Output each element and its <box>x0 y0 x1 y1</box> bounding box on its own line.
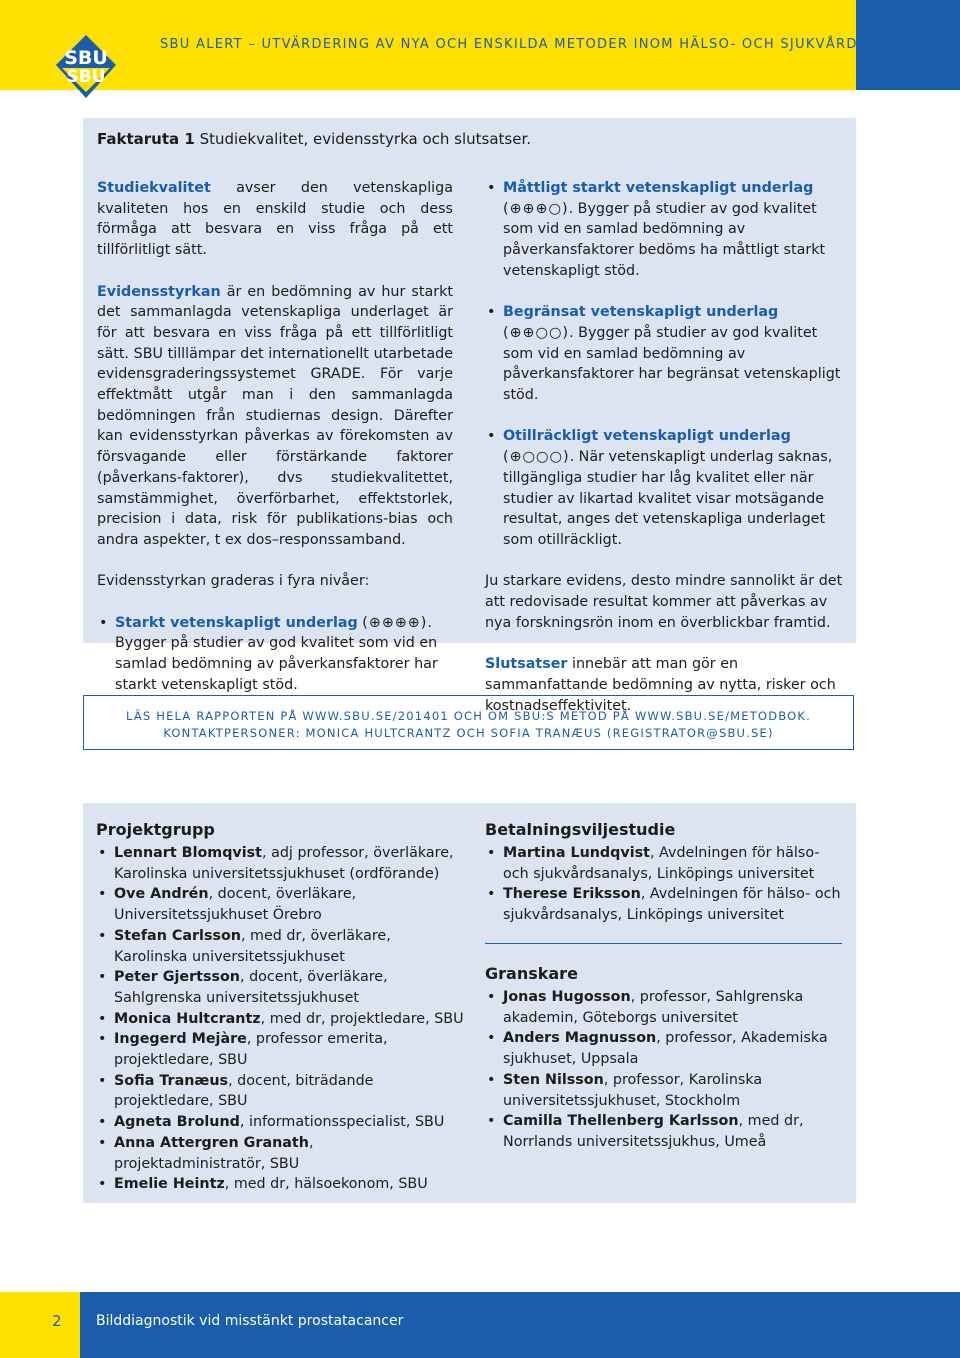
list-item: • Anna Attergren Granath, projektadministratör, SBU <box>96 1133 466 1174</box>
list-item: • Sofia Tranæus, docent, biträdande projektledare, SBU <box>96 1071 466 1112</box>
list-item: • Peter Gjertsson, docent, överläkare, Sahlgrenska universitetssjukhuset <box>96 967 466 1008</box>
level-item: • Begränsat vetenskapligt underlag (⊕⊕○○). Bygger på studier av god kvalitet som vid en samlad bedömning av påverkansfaktorer har begränsat vetenskapligt stöd. <box>485 302 843 406</box>
faktaruta-title <box>97 130 531 148</box>
list-item: • Stefan Carlsson, med dr, överläkare, Karolinska universitetssjukhuset <box>96 926 466 967</box>
list-item: • Lennart Blomqvist, adj professor, överläkare, Karolinska universitetssjukhuset (ordförande) <box>96 843 466 884</box>
page-number: 2 <box>52 1312 62 1330</box>
list-item: • Monica Hultcrantz, med dr, projektledare, SBU <box>96 1009 466 1030</box>
level-item: • Otillräckligt vetenskapligt underlag (⊕○○○). När vetenskapligt underlag saknas, tillgängliga studier har låg kvalitet eller när studier av likartad kvalitet visar motsägande resultat, anges det vetenskapliga underlaget som otillräckligt. <box>485 426 843 550</box>
granskare-list <box>485 987 845 1153</box>
footer-title: Bilddiagnostik vid misstänkt prostatacancer <box>96 1313 404 1329</box>
betalningsvilja-column <box>485 819 845 926</box>
projektgrupp-list <box>96 843 466 1195</box>
betalningsvilja-heading: Betalningsviljestudie <box>485 820 676 839</box>
evidensstyrka-term: Evidensstyrkan <box>97 283 221 300</box>
reference-line-2[interactable]: KONTAKTPERSONER: MONICA HULTCRANTZ OCH SOFIA TRANÆUS (REGISTRATOR@SBU.SE) <box>163 726 774 740</box>
granskare-heading: Granskare <box>485 964 578 983</box>
list-item: • Emelie Heintz, med dr, hälsoekonom, SBU <box>96 1174 466 1195</box>
reference-line-1[interactable]: LÄS HELA RAPPORTEN PÅ WWW.SBU.SE/201401 OCH OM SBU:S METOD PÅ WWW.SBU.SE/METODBOK. <box>125 709 812 723</box>
list-item: • Ove Andrén, docent, överläkare, Universitetssjukhuset Örebro <box>96 884 466 925</box>
evidensstyrka-text: är en bedömning av hur starkt det sammanlagda vetenskapliga underlaget är för att besvara en viss fråga på ett tillförlitligt sätt. SBU tilllämpar det internationellt utarbetade evidensgraderingssystemet GRADE. För varje effektmått utgår man i den sammanlagda bedömningen från studiernas design. Därefter kan evidensstyrkan påverkas av förekomsten av försvagande eller förstärkande faktorer (påverkans-faktorer), dvs studiekvalitettet, samstämmighet, överförbarhet, effektstorlek, precision i data, risk för publikations-bias och andra aspekter, t ex dos–responssamband. <box>97 283 453 548</box>
studiekvalitet-term: Studiekvalitet <box>97 180 211 196</box>
evidensstyrka-paragraph <box>97 282 453 551</box>
slutsatser-text: innebär att man gör en sammanfattande bedömning av nytta, risker och kostnadseffektivitet. <box>485 656 836 714</box>
slutsatser-term: Slutsatser <box>485 656 568 673</box>
reference-box <box>83 695 854 750</box>
levels-list-right <box>485 178 843 551</box>
svg-text:SBU: SBU <box>66 67 106 87</box>
header-title: SBU ALERT – UTVÄRDERING AV NYA OCH ENSKILDA METODER INOM HÄLSO- OCH SJUKVÅRDEN <box>160 37 879 52</box>
studiekvalitet-text: avser den vetenskapliga kvaliteten hos en enskild studie och dess förmåga att besvara en viss fråga på ett tillförlitligt sätt. <box>97 180 453 259</box>
projektgrupp-column <box>96 819 466 1195</box>
studiekvalitet-paragraph <box>97 178 453 261</box>
faktaruta-title-label: Faktaruta 1 <box>97 130 195 148</box>
list-item: • Jonas Hugosson, professor, Sahlgrenska akademin, Göteborgs universitet <box>485 987 845 1028</box>
starkare-paragraph: Ju starkare evidens, desto mindre sannolikt är det att redovisade resultat kommer att påverkas av nya forskningsrön inom en överblickbar framtid. <box>485 573 843 631</box>
list-item: • Therese Eriksson, Avdelningen för hälso- och sjukvårdsanalys, Linköpings universitet <box>485 884 845 925</box>
level-item: • Starkt vetenskapligt underlag (⊕⊕⊕⊕). Bygger på studier av god kvalitet som vid en samlad bedömning av påverkansfaktorer har starkt vetenskapligt stöd. <box>97 613 453 696</box>
list-item: • Camilla Thellenberg Karlsson, med dr, Norrlands universitetssjukhus, Umeå <box>485 1111 845 1152</box>
levels-list-left <box>97 613 453 696</box>
list-item: • Anders Magnusson, professor, Akademiska sjukhuset, Uppsala <box>485 1028 845 1069</box>
granskare-column <box>485 963 845 1153</box>
faktaruta-left-column <box>97 178 453 696</box>
level-item: • Måttligt starkt vetenskapligt underlag (⊕⊕⊕○). Bygger på studier av god kvalitet som vid en samlad bedömning av påverkansfaktorer bedöms ha måttligt starkt vetenskapligt stöd. <box>485 178 843 282</box>
faktaruta-right-column <box>485 178 843 737</box>
project-group-box <box>83 803 856 1203</box>
column-divider <box>485 943 842 944</box>
faktaruta-box <box>83 118 856 714</box>
faktaruta-title-text: Studiekvalitet, evidensstyrka och slutsatser. <box>194 130 532 148</box>
footer-yellow-block <box>0 1292 80 1358</box>
betalningsvilja-list <box>485 843 845 926</box>
footer-bar <box>0 1292 960 1358</box>
list-item: • Agneta Brolund, informationsspecialist, SBU <box>96 1112 466 1133</box>
list-item: • Sten Nilsson, professor, Karolinska universitetssjukhuset, Stockholm <box>485 1070 845 1111</box>
sbu-logo <box>46 30 126 100</box>
projektgrupp-heading: Projektgrupp <box>96 820 215 839</box>
list-item: • Ingegerd Mejàre, professor emerita, projektledare, SBU <box>96 1029 466 1070</box>
levels-intro: Evidensstyrkan graderas i fyra nivåer: <box>97 573 370 590</box>
list-item: • Martina Lundqvist, Avdelningen för hälso- och sjukvårdsanalys, Linköpings universitet <box>485 843 845 884</box>
svg-text:SBU: SBU <box>64 47 108 69</box>
